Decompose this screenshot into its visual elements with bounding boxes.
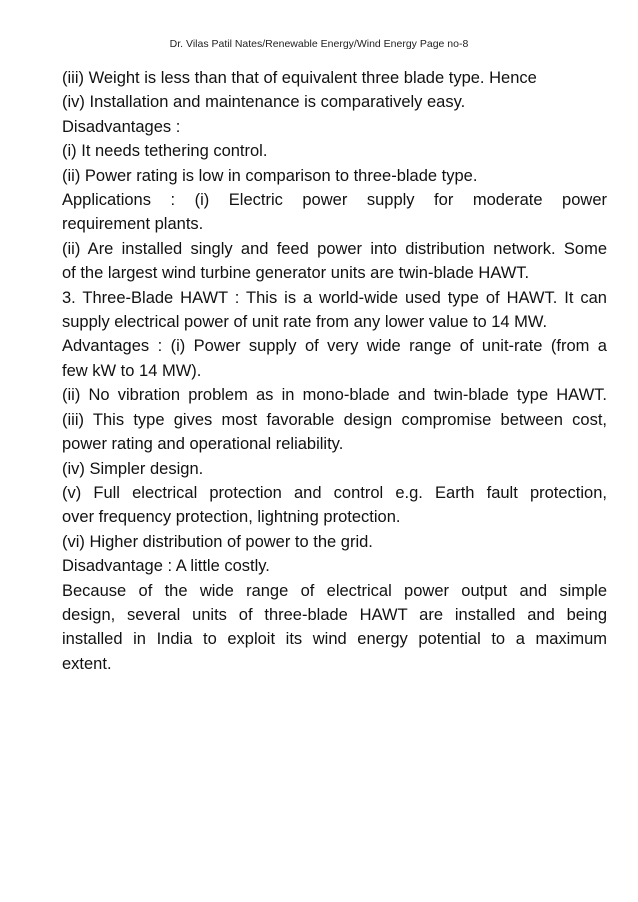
text-line: (i) It needs tethering control.: [62, 142, 268, 161]
text-line: Disadvantage : A little costly.: [62, 557, 270, 576]
text-line: Advantages : (i) Power supply of very wide range of unit-rate (from a: [62, 337, 607, 356]
text-line: few kW to 14 MW).: [62, 361, 202, 380]
text-line: over frequency protection, lightning protection.: [62, 508, 401, 527]
text-line: (iii) Weight is less than that of equivalent three blade type. Hence: [62, 69, 537, 87]
page-header: Dr. Vilas Patil Nates/Renewable Energy/Wind Energy Page no-8: [169, 38, 469, 50]
text-line: (ii) Power rating is low in comparison to three-blade type.: [62, 166, 478, 185]
text-line: of the largest wind turbine generator units are twin-blade HAWT.: [62, 264, 530, 283]
text-line: installed in India to exploit its wind energy potential to a maximum: [62, 630, 607, 649]
text-line: supply electrical power of unit rate from any lower value to 14 MW.: [62, 313, 548, 332]
text-line: extent.: [62, 654, 112, 673]
text-line: (ii) No vibration problem as in mono-blade and twin-blade type HAWT.: [62, 386, 607, 405]
text-line: (ii) Are installed singly and feed power into distribution network. Some: [62, 239, 607, 258]
text-line: Applications : (i) Electric power supply for moderate power: [62, 191, 607, 210]
text-line: power rating and operational reliability.: [62, 435, 344, 454]
text-line: 3. Three-Blade HAWT : This is a world-wide used type of HAWT. It can: [62, 288, 607, 307]
text-line: Because of the wide range of electrical power output and simple: [62, 581, 607, 600]
text-line: requirement plants.: [62, 215, 204, 234]
text-line: (iv) Installation and maintenance is comparatively easy.: [62, 93, 466, 112]
text-line: Disadvantages :: [62, 117, 181, 136]
text-line: (iii) This type gives most favorable design compromise between cost,: [62, 410, 607, 429]
text-line: (vi) Higher distribution of power to the grid.: [62, 532, 373, 551]
text-line: (iv) Simpler design.: [62, 459, 204, 478]
text-line: (v) Full electrical protection and control e.g. Earth fault protection,: [62, 483, 607, 502]
text-line: design, several units of three-blade HAWT are installed and being: [62, 605, 607, 624]
body-text: [62, 66, 607, 676]
